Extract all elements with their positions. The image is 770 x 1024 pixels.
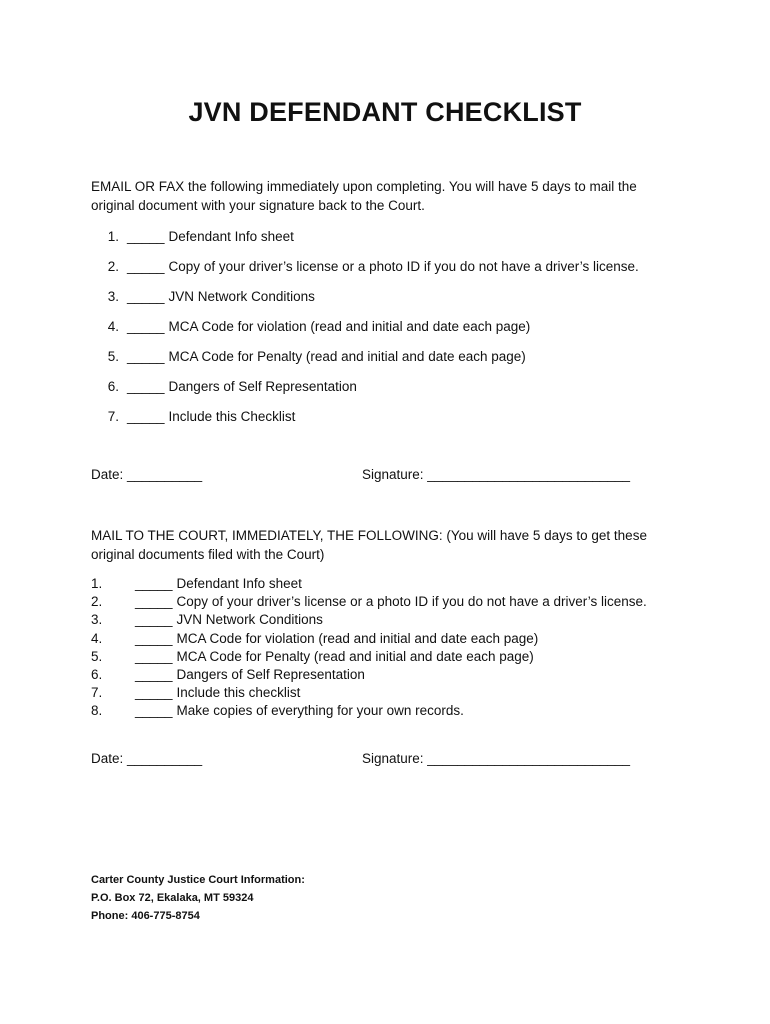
- list-item: [91, 348, 731, 378]
- checkbox-blank: _____: [135, 685, 173, 701]
- item-text: Defendant Info sheet: [176, 576, 302, 591]
- court-info-footer: [91, 871, 305, 925]
- section1-intro: [91, 177, 681, 215]
- list-item: [91, 575, 731, 593]
- footer-court-name: Carter County Justice Court Information:: [91, 874, 305, 886]
- checkbox-blank: _____: [127, 409, 165, 424]
- page-title: JVN DEFENDANT CHECKLIST: [188, 97, 582, 127]
- checkbox-blank: _____: [127, 379, 165, 394]
- item-text: JVN Network Conditions: [168, 289, 315, 304]
- section2-intro-line1: MAIL TO THE COURT, IMMEDIATELY, THE FOLLOWING: (You will have 5 days to get these: [91, 528, 647, 543]
- item-number: 1.: [107, 229, 119, 244]
- item-text: JVN Network Conditions: [176, 612, 323, 628]
- list-item: [91, 228, 731, 258]
- list-item: [91, 378, 731, 408]
- section1-signature-field[interactable]: Signature: ___________________________: [362, 467, 631, 482]
- list-item: [91, 648, 731, 666]
- list-item: [91, 684, 731, 702]
- item-number: 6.: [91, 666, 103, 682]
- checkbox-blank: _____: [135, 594, 173, 610]
- section2-intro-line2: original documents filed with the Court): [91, 547, 325, 562]
- item-number: 3.: [107, 289, 119, 304]
- checkbox-blank: _____: [135, 703, 173, 719]
- item-number: 2.: [107, 259, 119, 274]
- item-text: MCA Code for Penalty (read and initial and date each page): [176, 648, 534, 664]
- item-text: MCA Code for violation (read and initial and date each page): [176, 630, 539, 646]
- item-number: 1.: [91, 576, 103, 591]
- item-number: 6.: [107, 379, 119, 394]
- section2-intro: [91, 526, 681, 564]
- footer-phone: Phone: 406-775-8754: [91, 910, 200, 922]
- checkbox-blank: _____: [135, 576, 173, 591]
- checkbox-blank: _____: [135, 630, 173, 646]
- item-text: Dangers of Self Representation: [176, 666, 365, 682]
- list-item: [91, 702, 731, 720]
- checkbox-blank: _____: [127, 319, 165, 334]
- list-item: [91, 408, 731, 438]
- item-text: MCA Code for violation (read and initial and date each page): [168, 319, 531, 334]
- checkbox-blank: _____: [127, 229, 165, 244]
- item-text: Copy of your driver’s license or a photo ID if you do not have a driver’s license.: [176, 594, 647, 610]
- item-number: 4.: [107, 319, 119, 334]
- checkbox-blank: _____: [127, 259, 165, 274]
- item-text: Include this Checklist: [168, 409, 296, 424]
- list-item: [91, 666, 731, 684]
- item-number: 5.: [107, 349, 119, 364]
- checkbox-blank: _____: [135, 666, 173, 682]
- item-text: Dangers of Self Representation: [168, 379, 357, 394]
- item-text: Defendant Info sheet: [168, 229, 294, 244]
- section2-date-field[interactable]: Date: __________: [91, 751, 203, 766]
- list-item: [91, 593, 731, 611]
- item-text: Copy of your driver’s license or a photo ID if you do not have a driver’s license.: [168, 259, 639, 274]
- item-number: 7.: [91, 685, 103, 701]
- list-item: [91, 630, 731, 648]
- checkbox-blank: _____: [127, 349, 165, 364]
- item-number: 2.: [91, 594, 103, 610]
- list-item: [91, 318, 731, 348]
- list-item: [91, 288, 731, 318]
- item-text: MCA Code for Penalty (read and initial and date each page): [168, 349, 526, 364]
- section1-checklist: [91, 228, 731, 438]
- item-number: 3.: [91, 612, 103, 628]
- list-item: [91, 258, 731, 288]
- section1-intro-line1: EMAIL OR FAX the following immediately upon completing. You will have 5 days to mail the: [91, 179, 637, 194]
- list-item: [91, 611, 731, 629]
- item-text: Make copies of everything for your own records.: [176, 703, 464, 719]
- item-text: Include this checklist: [176, 685, 301, 701]
- section1-date-field[interactable]: Date: __________: [91, 467, 203, 482]
- item-number: 5.: [91, 648, 103, 664]
- checkbox-blank: _____: [127, 289, 165, 304]
- checkbox-blank: _____: [135, 612, 173, 628]
- item-number: 8.: [91, 703, 103, 719]
- item-number: 4.: [91, 630, 103, 646]
- section2-signature-field[interactable]: Signature: ___________________________: [362, 751, 631, 766]
- item-number: 7.: [107, 409, 119, 424]
- section1-intro-line2: original document with your signature back to the Court.: [91, 198, 425, 213]
- checkbox-blank: _____: [135, 648, 173, 664]
- footer-address: P.O. Box 72, Ekalaka, MT 59324: [91, 892, 254, 904]
- section2-checklist: [91, 575, 731, 721]
